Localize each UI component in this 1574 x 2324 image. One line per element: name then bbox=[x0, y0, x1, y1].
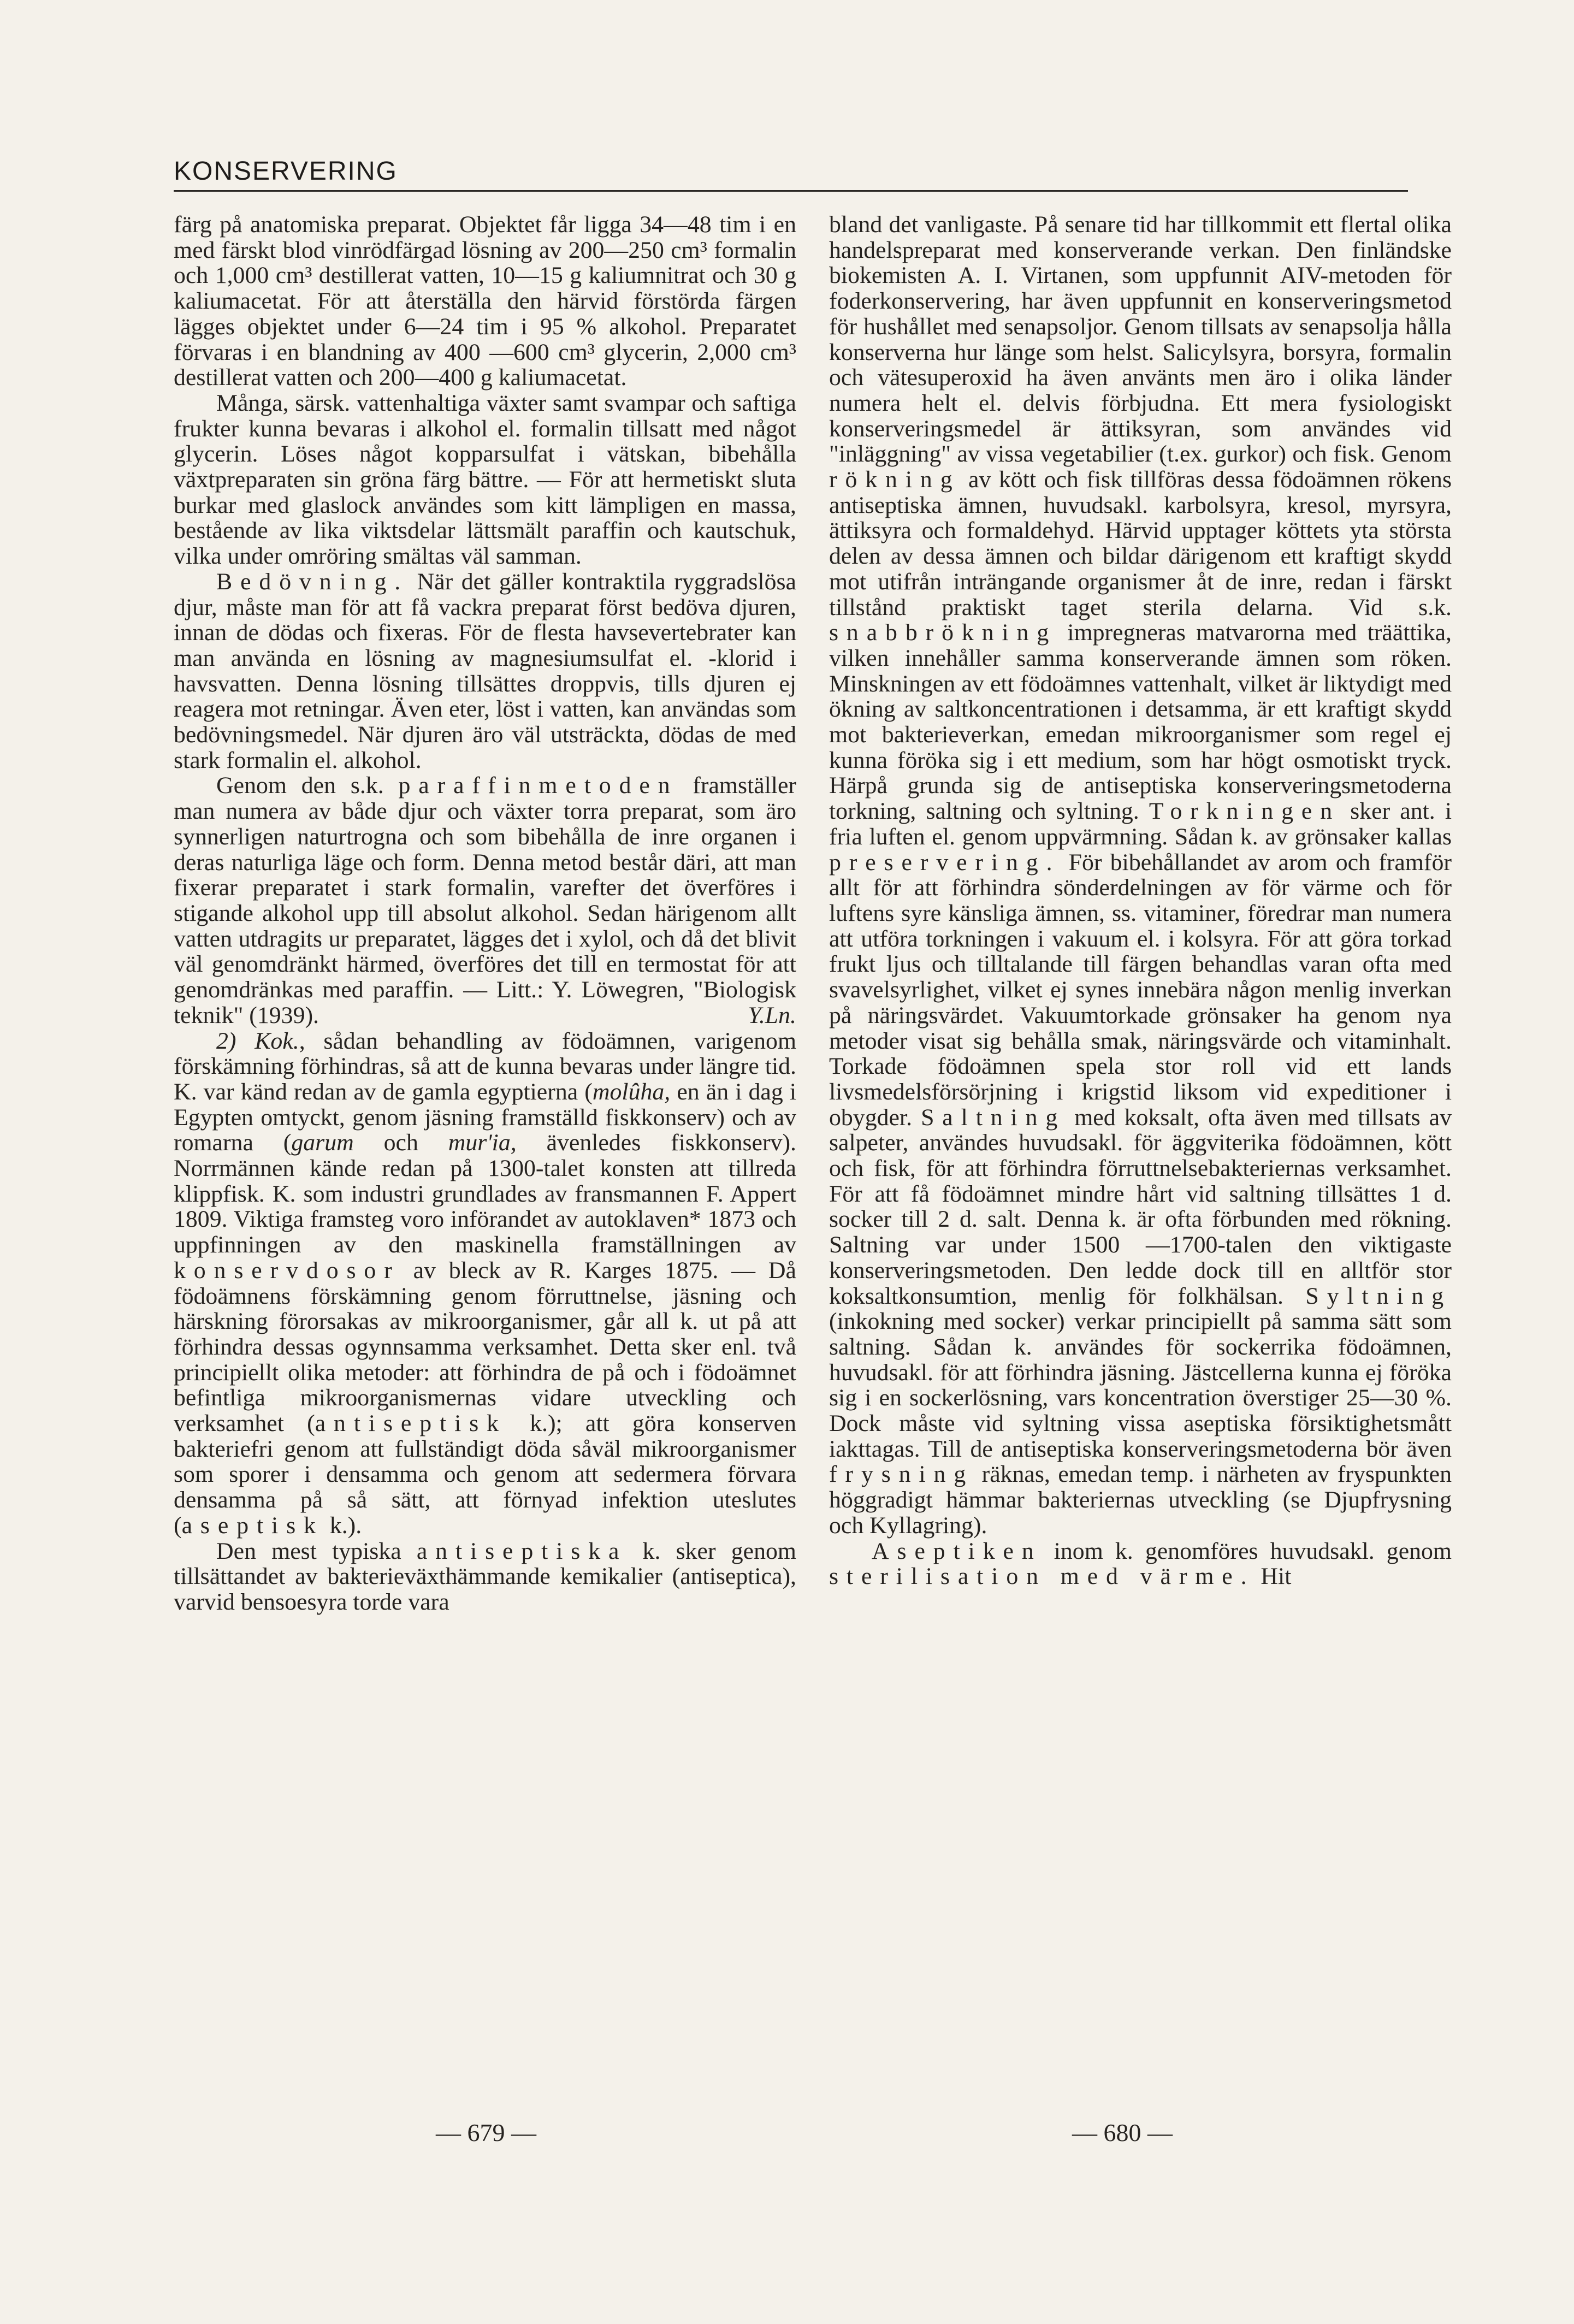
left-paragraph-5 bbox=[174, 1028, 796, 1539]
term-antiseptisk: antiseptisk bbox=[315, 1410, 507, 1437]
term-syltning: Syltning bbox=[1305, 1282, 1452, 1309]
right-text-b: av kött och fisk tillföras dessa födoämnen rökens antiseptiska ämnen, huvudsakl. karbolsyra, kresol, myrsyra, ättiksyra och formaldehyd. Härvid upptager köttets yta största delen av dessa ämnen och bildar därigenom ett kraftigt skydd mot utifrån inträngande organismer åt de inre, redan i färskt tillstånd praktiskt taget sterila delarna. Vid s.k. bbox=[829, 466, 1452, 620]
right-text-d: sker ant. i fria luften el. genom uppvärmning. Sådan k. av grönsaker kallas bbox=[829, 798, 1452, 850]
left-paragraph-6 bbox=[174, 1539, 796, 1615]
kok-text-e: av bleck av R. Karges 1875. — Då födoämnens förskämning genom förruttnelse, jäsning och härskning förorsakas av mikroorganismer, går all k. ut på att förhindra dessas ogynnsamma verksamhet. Detta sker enl. två principiellt olika metoder: att förhindra de på och i födoämnet befintliga mikroorganismernas vidare utveckling och verksamhet ( bbox=[174, 1257, 796, 1437]
right-text-f: med koksalt, ofta även med tillsats av salpeter, användes huvudsakl. för äggviterika födoämnen, kött och fisk, för att förhindra förruttnelsebakteriernas verksamhet. För att få födoämnet mindre hårt vid saltning tillsättes 1 d. socker till 2 d. salt. Denna k. är ofta förbunden med rökning. Saltning var under 1500 —1700-talen den viktigaste konserveringsmetoden. Den ledde dock till en alltför stor koksaltkonsumtion, menlig för folkhälsan. bbox=[829, 1104, 1452, 1309]
bedovning-text: När det gäller kontraktila ryggradslösa djur, måste man för att få vackra preparat först bedöva djuren, innan de dödas och fixeras. För de flesta havsevertebrater kan man använda en lösning av magnesiumsulfat el. -klorid i havsvatten. Denna lösning tillsättes droppvis, tills djuren ej reagera mot retningar. Även eter, löst i vatten, kan användas som bedövningsmedel. När djuren äro väl utsträckta, dödas de med stark formalin el. alkohol. bbox=[174, 568, 796, 773]
entry-number: 2) bbox=[216, 1027, 236, 1054]
kok-text-a: , sådan behandling av födoämnen, varigenom förskämning förhindras, så att de kunna bevaras under längre tid. K. var känd redan av de gamla egyptierna ( bbox=[174, 1027, 796, 1105]
term-aseptiken: Aseptiken bbox=[872, 1537, 1042, 1564]
term-snabbrokning: snabbrökning bbox=[829, 619, 1057, 646]
term-bedovning: Bedövning. bbox=[216, 568, 409, 595]
term-torkningen: Torkningen bbox=[1149, 798, 1341, 825]
term-antiseptiska: antiseptiska bbox=[416, 1537, 628, 1564]
kok-text-f: k.); att göra konserven bakteriefri genom att fullständigt döda såväl mikroorganismer som sporer i densamma och genom att sedermera förvara densamma på så sätt, att förnyad infektion uteslutes ( bbox=[174, 1410, 796, 1539]
entry-kok: Kok. bbox=[255, 1027, 299, 1054]
term-preservering: preservering. bbox=[829, 849, 1061, 876]
term-sterilisation: sterilisation med värme. bbox=[829, 1563, 1255, 1590]
right-text-g: (inkokning med socker) verkar principiellt på samma sätt som saltning. Sådan k. användes för sockerrika födoämnen, huvudsakl. för att förhindra jäsning. Jästcellerna kunna ej föröka sig i en sockerlösning, vars koncentration överstiger 25—30 %. Dock måste vid syltning vissa aseptiska försiktighetsmått iakttagas. Till de antiseptiska konserveringsmetoderna bör även bbox=[829, 1308, 1452, 1462]
kok-text-d: ävenledes fiskkonserv). Norrmännen kände redan på 1300-talet konsten att tillreda klippfisk. K. som industri grundlades av fransmannen F. Appert 1809. Viktiga framsteg voro införandet av autoklaven* 1873 och uppfinningen av den maskinella framställningen av bbox=[174, 1130, 796, 1258]
antiseptic-lead: Den mest typiska bbox=[216, 1537, 417, 1564]
paraffin-text: framställer man numera av både djur och växter torra preparat, som äro synnerligen naturtrogna och som bibehålla de inre organen i deras naturliga läge och form. Denna metod består däri, att man fixerar preparatet i stark formalin, varefter det överföres i stigande alkohol upp till absolut alkohol. Sedan härigenom allt vatten utdragits ur preparatet, lägges det i xylol, och då det blivit väl genomdränkt härmed, överföres det till en termostat för att genomdränkas med paraffin. — Litt.: Y. Löwegren, "Biologisk teknik" (1939). bbox=[174, 772, 796, 1028]
right-paragraph-2 bbox=[829, 1539, 1452, 1589]
header-rule bbox=[174, 190, 1408, 192]
kok-text-c: och bbox=[353, 1130, 448, 1156]
right-text-j: Hit bbox=[1255, 1563, 1292, 1590]
term-moluha: molûha, bbox=[592, 1078, 671, 1105]
left-paragraph-4 bbox=[174, 773, 796, 1028]
page-header bbox=[174, 156, 1419, 190]
kok-text-b: en än i dag i Egypten omtyckt, genom jäsning framställd fiskkonserv) och av romarna ( bbox=[174, 1078, 796, 1156]
page-number-right: — 680 — bbox=[1072, 2119, 1173, 2146]
left-paragraph-1: färg på anatomiska preparat. Objektet får ligga 34—48 tim i en med färskt blod vinrödfärgad lösning av 200—250 cm³ formalin och 1,000 cm³ destillerat vatten, 10—15 g kaliumnitrat och 30 g kaliumacetat. För att återställa den härvid förstörda färgen lägges objektet under 6—24 tim i 95 % alkohol. Preparatet förvaras i en blandning av 400 —600 cm³ glycerin, 2,000 cm³ destillerat vatten och 200—400 g kaliumacetat. bbox=[174, 212, 796, 391]
page-number-left: — 679 — bbox=[436, 2119, 536, 2146]
right-text-c: impregneras matvarorna med träättika, vilken innehåller samma konserverande ämnen som röken. Minskningen av ett födoämnes vattenhalt, vilket är liktydigt med ökning av saltkoncentrationen i detsamma, är ett kraftigt skydd mot bakterieverkan, emedan mikroorganismer som regel ej kunna föröka sig i ett medium, som har högt osmotiskt tryck. Härpå grunda sig de antiseptiska konserveringsmetoderna torkning, saltning och syltning. bbox=[829, 619, 1452, 825]
term-konservdosor: konservdosor bbox=[174, 1257, 400, 1284]
kok-text-g: k.). bbox=[323, 1512, 362, 1539]
paraffin-lead: Genom den s.k. bbox=[216, 772, 399, 799]
left-paragraph-2: Många, särsk. vattenhaltiga växter samt svampar och saftiga frukter kunna bevaras i alkohol el. formalin tillsatt med något glycerin. Löses något kopparsulfat i vätskan, bibehålla växtpreparaten sin gröna färg bättre. — För att hermetiskt sluta burkar med glaslock användes som kitt lämpligen en massa, bestående av lika viktsdelar lättsmält paraffin och kautschuk, vilka under omröring smältas väl samman. bbox=[174, 389, 796, 570]
right-column bbox=[829, 212, 1452, 2107]
left-paragraph-3 bbox=[174, 569, 796, 773]
running-head: KONSERVERING bbox=[174, 157, 398, 186]
term-frysning: frysning bbox=[829, 1461, 974, 1488]
right-text-a: bland det vanligaste. På senare tid har tillkommit ett flertal olika handelspreparat med konserverande verkan. Den finländske biokemisten A. I. Virtanen, som uppfunnit AIV-metoden för foderkonservering, har även uppfunnit en konserveringsmetod för hushållet med senapsoljor. Genom tillsats av senapsolja hålla konserverna hur länge som helst. Salicylsyra, borsyra, formalin och vätesuperoxid ha även använts men äro i olika länder numera helt el. delvis förbjudna. Ett mera fysiologiskt konserveringsmedel är ättiksyran, som användes vid "inläggning" av vissa vegetabilier (t.ex. gurkor) och fisk. Genom bbox=[829, 212, 1452, 468]
term-garum: garum bbox=[291, 1130, 354, 1156]
right-text-h: räknas, emedan temp. i närheten av fryspunkten höggradigt hämmar bakteriernas utveckling (se Djupfrysning och Kyllagring). bbox=[829, 1461, 1452, 1539]
term-paraffinmetoden: paraffinmetoden bbox=[398, 772, 678, 799]
right-paragraph-1 bbox=[829, 212, 1452, 1539]
term-saltning: Saltning bbox=[921, 1104, 1066, 1131]
term-rokning: rökning bbox=[829, 466, 961, 493]
left-column bbox=[174, 212, 796, 2107]
term-muria: mur'ia, bbox=[448, 1130, 517, 1156]
right-text-e: För bibehållandet av arom och framför allt för att förhindra sönderdelningen av för värme och för luftens syre känsliga ämnen, ss. vitaminer, föredrar man numera att utföra torkningen i vakuum el. i kolsyra. För att göra torkad frukt ljus och tilltalande till färgen behandlas varan ofta med svavelsyrlighet, vilket ej synes innebära någon menlig inverkan på näringsvärdet. Vakuumtorkade grönsaker ha genom nya metoder visat sig behålla smak, näringsvärde och vitaminhalt. Torkade födoämnen spela stor roll vid ett lands livsmedelsförsörjning i krigstid liksom vid expeditioner i obygder. bbox=[829, 849, 1452, 1131]
right-text-i: inom k. genomföres huvudsakl. genom bbox=[1042, 1537, 1452, 1564]
author-signature: Y.Ln. bbox=[748, 1002, 796, 1028]
antiseptic-text: k. sker genom tillsättandet av bakterieväxthämmande kemikalier (antiseptica), varvid bensoesyra torde vara bbox=[174, 1537, 796, 1615]
term-aseptisk: aseptisk bbox=[181, 1512, 324, 1539]
